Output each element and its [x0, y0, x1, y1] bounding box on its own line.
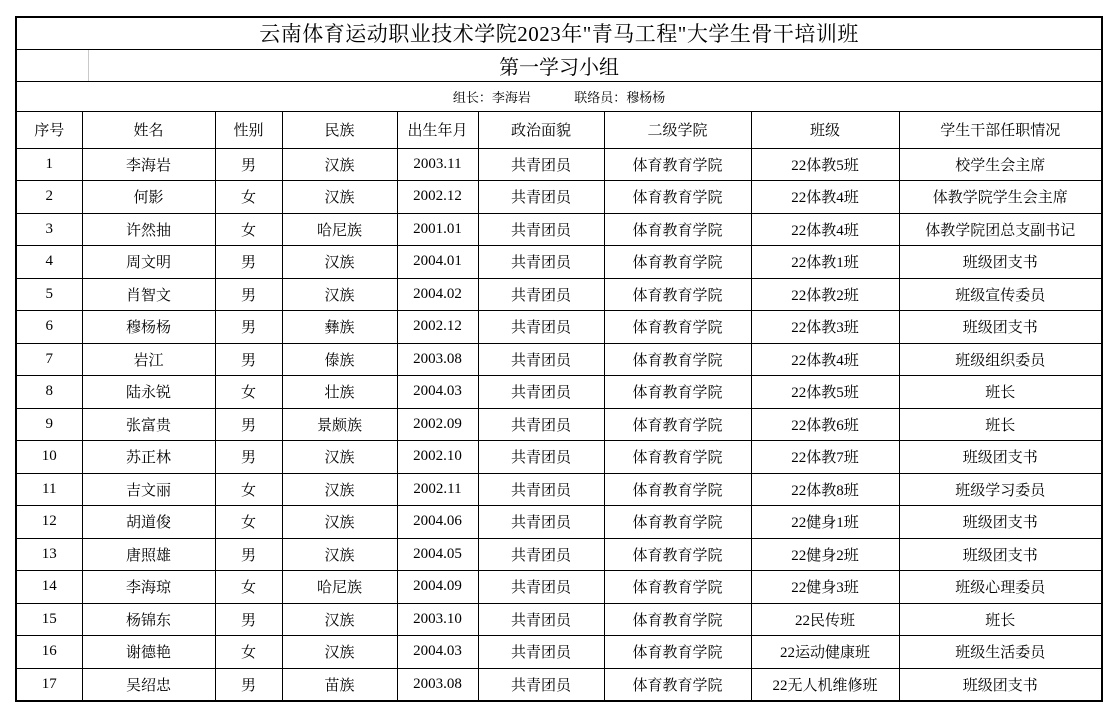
table-row	[16, 441, 1102, 474]
col-header-position: 学生干部任职情况	[899, 111, 1102, 148]
roster-cell: 吉文丽	[82, 473, 215, 506]
roster-cell: 体育教育学院	[604, 571, 751, 604]
roster-cell: 2004.05	[397, 538, 478, 571]
roster-cell: 共青团员	[478, 506, 604, 539]
roster-cell: 体教学院团总支副书记	[899, 213, 1102, 246]
roster-cell: 2002.10	[397, 441, 478, 474]
roster-cell: 体育教育学院	[604, 246, 751, 279]
roster-cell: 共青团员	[478, 441, 604, 474]
roster-cell: 班级学习委员	[899, 473, 1102, 506]
roster-cell: 张富贵	[82, 408, 215, 441]
roster-cell: 22健身3班	[751, 571, 899, 604]
table-row	[16, 213, 1102, 246]
roster-cell: 男	[215, 148, 282, 181]
roster-cell: 22运动健康班	[751, 636, 899, 669]
col-header-birth: 出生年月	[397, 111, 478, 148]
group-title-cell	[16, 49, 1102, 81]
roster-cell: 男	[215, 441, 282, 474]
table-row	[16, 181, 1102, 214]
roster-cell: 班长	[899, 603, 1102, 636]
roster-cell: 共青团员	[478, 636, 604, 669]
roster-cell: 班级团支书	[899, 311, 1102, 344]
roster-cell: 6	[16, 311, 82, 344]
roster-cell: 共青团员	[478, 148, 604, 181]
roster-cell: 2004.01	[397, 246, 478, 279]
roster-cell: 汉族	[282, 246, 397, 279]
roster-cell: 汉族	[282, 636, 397, 669]
roster-cell: 岩江	[82, 343, 215, 376]
roster-cell: 班级心理委员	[899, 571, 1102, 604]
roster-cell: 汉族	[282, 603, 397, 636]
roster-cell: 共青团员	[478, 246, 604, 279]
col-header-name: 姓名	[82, 111, 215, 148]
roster-cell: 女	[215, 473, 282, 506]
roster-cell: 共青团员	[478, 668, 604, 701]
roster-cell: 汉族	[282, 148, 397, 181]
roster-cell: 苏正林	[82, 441, 215, 474]
roster-cell: 男	[215, 538, 282, 571]
roster-cell: 2004.09	[397, 571, 478, 604]
roster-cell: 22体教2班	[751, 278, 899, 311]
roster-cell: 共青团员	[478, 408, 604, 441]
contact-label: 联络员：穆杨杨	[574, 89, 666, 105]
roster-cell: 男	[215, 668, 282, 701]
leader-row	[16, 81, 1102, 111]
roster-cell: 2004.03	[397, 636, 478, 669]
roster-cell: 陆永锐	[82, 376, 215, 409]
table-row	[16, 506, 1102, 539]
roster-cell: 22体教7班	[751, 441, 899, 474]
table-row	[16, 668, 1102, 701]
roster-table	[15, 16, 1103, 702]
col-header-gender: 性别	[215, 111, 282, 148]
roster-cell: 男	[215, 246, 282, 279]
leader-label: 组长：李海岩	[452, 89, 531, 105]
roster-cell: 汉族	[282, 278, 397, 311]
roster-cell: 体育教育学院	[604, 311, 751, 344]
roster-cell: 班级生活委员	[899, 636, 1102, 669]
table-row	[16, 473, 1102, 506]
roster-cell: 2003.08	[397, 668, 478, 701]
roster-cell: 体育教育学院	[604, 668, 751, 701]
col-header-college: 二级学院	[604, 111, 751, 148]
roster-cell: 校学生会主席	[899, 148, 1102, 181]
roster-cell: 班级团支书	[899, 668, 1102, 701]
group-leaders	[16, 81, 1102, 111]
roster-cell: 汉族	[282, 441, 397, 474]
roster-cell: 班长	[899, 408, 1102, 441]
roster-cell: 2004.06	[397, 506, 478, 539]
roster-cell: 李海岩	[82, 148, 215, 181]
roster-cell: 22民传班	[751, 603, 899, 636]
roster-cell: 22体教5班	[751, 376, 899, 409]
roster-cell: 4	[16, 246, 82, 279]
roster-cell: 体育教育学院	[604, 538, 751, 571]
roster-cell: 肖智文	[82, 278, 215, 311]
roster-cell: 14	[16, 571, 82, 604]
roster-cell: 体育教育学院	[604, 181, 751, 214]
roster-cell: 2002.09	[397, 408, 478, 441]
roster-cell: 15	[16, 603, 82, 636]
table-row	[16, 148, 1102, 181]
roster-cell: 女	[215, 376, 282, 409]
roster-cell: 共青团员	[478, 538, 604, 571]
roster-cell: 彝族	[282, 311, 397, 344]
roster-cell: 2002.12	[397, 181, 478, 214]
roster-cell: 22体教4班	[751, 213, 899, 246]
roster-cell: 7	[16, 343, 82, 376]
roster-cell: 共青团员	[478, 311, 604, 344]
roster-cell: 22健身2班	[751, 538, 899, 571]
roster-cell: 共青团员	[478, 213, 604, 246]
roster-cell: 穆杨杨	[82, 311, 215, 344]
table-row	[16, 311, 1102, 344]
roster-cell: 8	[16, 376, 82, 409]
roster-cell: 体育教育学院	[604, 603, 751, 636]
column-header-row	[16, 111, 1102, 148]
table-row	[16, 376, 1102, 409]
roster-cell: 女	[215, 506, 282, 539]
roster-cell: 1	[16, 148, 82, 181]
roster-cell: 班级组织委员	[899, 343, 1102, 376]
roster-cell: 16	[16, 636, 82, 669]
roster-cell: 2002.11	[397, 473, 478, 506]
roster-cell: 体育教育学院	[604, 278, 751, 311]
roster-cell: 男	[215, 311, 282, 344]
roster-cell: 11	[16, 473, 82, 506]
roster-cell: 共青团员	[478, 343, 604, 376]
roster-cell: 2003.08	[397, 343, 478, 376]
col-header-ethnicity: 民族	[282, 111, 397, 148]
roster-cell: 共青团员	[478, 376, 604, 409]
col-header-class: 班级	[751, 111, 899, 148]
roster-cell: 体育教育学院	[604, 441, 751, 474]
roster-cell: 班级宣传委员	[899, 278, 1102, 311]
roster-cell: 女	[215, 571, 282, 604]
roster-cell: 共青团员	[478, 571, 604, 604]
table-row	[16, 278, 1102, 311]
roster-cell: 22体教4班	[751, 343, 899, 376]
roster-cell: 班长	[899, 376, 1102, 409]
roster-body	[16, 148, 1102, 701]
roster-cell: 体育教育学院	[604, 148, 751, 181]
roster-cell: 李海琼	[82, 571, 215, 604]
roster-cell: 体育教育学院	[604, 636, 751, 669]
roster-cell: 2001.01	[397, 213, 478, 246]
roster-cell: 体育教育学院	[604, 408, 751, 441]
table-row	[16, 603, 1102, 636]
roster-cell: 体育教育学院	[604, 473, 751, 506]
col-header-political: 政治面貌	[478, 111, 604, 148]
table-row	[16, 636, 1102, 669]
roster-cell: 杨锦东	[82, 603, 215, 636]
roster-cell: 许然抽	[82, 213, 215, 246]
roster-cell: 共青团员	[478, 473, 604, 506]
roster-cell: 10	[16, 441, 82, 474]
roster-cell: 共青团员	[478, 603, 604, 636]
roster-cell: 何影	[82, 181, 215, 214]
roster-cell: 哈尼族	[282, 213, 397, 246]
roster-cell: 汉族	[282, 506, 397, 539]
roster-cell: 22体教4班	[751, 181, 899, 214]
roster-cell: 9	[16, 408, 82, 441]
roster-cell: 2003.10	[397, 603, 478, 636]
roster-cell: 哈尼族	[282, 571, 397, 604]
roster-cell: 体育教育学院	[604, 506, 751, 539]
roster-cell: 体教学院学生会主席	[899, 181, 1102, 214]
roster-cell: 2002.12	[397, 311, 478, 344]
roster-cell: 2004.02	[397, 278, 478, 311]
roster-cell: 周文明	[82, 246, 215, 279]
roster-cell: 共青团员	[478, 181, 604, 214]
roster-cell: 女	[215, 213, 282, 246]
roster-cell: 22体教8班	[751, 473, 899, 506]
roster-cell: 22体教1班	[751, 246, 899, 279]
roster-cell: 2003.11	[397, 148, 478, 181]
roster-cell: 22健身1班	[751, 506, 899, 539]
table-row	[16, 571, 1102, 604]
roster-cell: 男	[215, 603, 282, 636]
roster-cell: 男	[215, 278, 282, 311]
roster-cell: 傣族	[282, 343, 397, 376]
roster-cell: 体育教育学院	[604, 213, 751, 246]
roster-cell: 17	[16, 668, 82, 701]
roster-cell: 体育教育学院	[604, 343, 751, 376]
roster-cell: 唐照雄	[82, 538, 215, 571]
document-title: 云南体育运动职业技术学院2023年"青马工程"大学生骨干培训班	[16, 17, 1102, 49]
roster-cell: 班级团支书	[899, 538, 1102, 571]
roster-cell: 3	[16, 213, 82, 246]
roster-cell: 班级团支书	[899, 441, 1102, 474]
roster-cell: 男	[215, 408, 282, 441]
roster-cell: 胡道俊	[82, 506, 215, 539]
roster-cell: 男	[215, 343, 282, 376]
roster-cell: 共青团员	[478, 278, 604, 311]
roster-cell: 吴绍忠	[82, 668, 215, 701]
roster-cell: 壮族	[282, 376, 397, 409]
roster-cell: 22无人机维修班	[751, 668, 899, 701]
roster-cell: 2	[16, 181, 82, 214]
roster-cell: 女	[215, 181, 282, 214]
table-row	[16, 246, 1102, 279]
roster-cell: 景颇族	[282, 408, 397, 441]
roster-cell: 13	[16, 538, 82, 571]
roster-cell: 5	[16, 278, 82, 311]
roster-cell: 汉族	[282, 473, 397, 506]
group-title: 第一学习小组	[499, 56, 620, 79]
roster-cell: 2004.03	[397, 376, 478, 409]
roster-cell: 女	[215, 636, 282, 669]
table-row	[16, 408, 1102, 441]
roster-cell: 班级团支书	[899, 246, 1102, 279]
roster-cell: 22体教3班	[751, 311, 899, 344]
col-header-serial: 序号	[16, 111, 82, 148]
roster-cell: 汉族	[282, 181, 397, 214]
roster-cell: 体育教育学院	[604, 376, 751, 409]
roster-cell: 汉族	[282, 538, 397, 571]
roster-cell: 苗族	[282, 668, 397, 701]
title-row	[16, 17, 1102, 49]
gridline-artifact	[88, 50, 89, 81]
table-row	[16, 343, 1102, 376]
roster-cell: 22体教6班	[751, 408, 899, 441]
roster-cell: 22体教5班	[751, 148, 899, 181]
table-row	[16, 538, 1102, 571]
roster-cell: 谢德艳	[82, 636, 215, 669]
roster-cell: 班级团支书	[899, 506, 1102, 539]
group-row	[16, 49, 1102, 81]
roster-cell: 12	[16, 506, 82, 539]
